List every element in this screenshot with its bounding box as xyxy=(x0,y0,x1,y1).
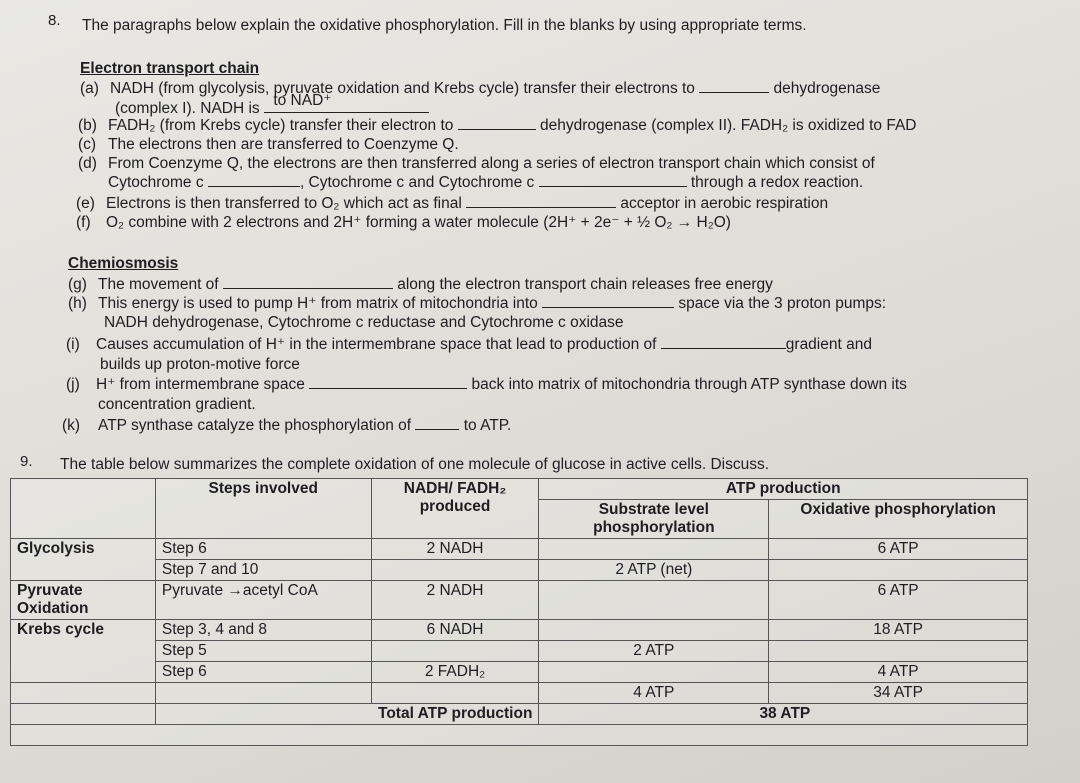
blank-i[interactable] xyxy=(661,336,786,349)
etc-heading: Electron transport chain xyxy=(80,60,260,77)
substrate-cell: 2 ATP xyxy=(539,641,769,662)
line-c: (c) The electrons then are transferred to Coenzyme Q. xyxy=(78,136,459,153)
line-b: (b) FADH₂ (from Krebs cycle) transfer their electron to dehydrogenase (complex II). FADH₂ is oxidized to FAD xyxy=(78,117,917,134)
oxidative-cell: 6 ATP xyxy=(769,539,1028,560)
oxidative-total: 34 ATP xyxy=(769,683,1028,704)
line-f: (f) O₂ combine with 2 electrons and 2H⁺ forming a water molecule (2H⁺ + 2e⁻ + ½ O₂ → H₂O) xyxy=(76,214,731,231)
substrate-cell: 2 ATP (net) xyxy=(539,560,769,581)
substrate-cell xyxy=(539,662,769,683)
stage-glycolysis: Glycolysis xyxy=(11,539,156,581)
blank-g[interactable] xyxy=(223,276,393,289)
subtotal-blank xyxy=(371,683,539,704)
table-row xyxy=(11,683,1028,704)
nadh-cell: 2 NADH xyxy=(371,539,539,560)
nadh-cell: 2 FADH₂ xyxy=(371,662,539,683)
oxidative-cell: 6 ATP xyxy=(769,581,1028,620)
line-i: (i) Causes accumulation of H⁺ in the intermembrane space that lead to production of gradient and xyxy=(66,336,872,353)
line-g: (g) The movement of along the electron transport chain releases free energy xyxy=(68,276,773,293)
table-row xyxy=(11,662,1028,683)
substrate-cell xyxy=(539,620,769,641)
table-row xyxy=(11,725,1028,746)
line-k: (k) ATP synthase catalyze the phosphorylation of to ATP. xyxy=(62,417,512,434)
total-value: 38 ATP xyxy=(539,704,1028,725)
chemiosmosis-heading: Chemiosmosis xyxy=(68,255,179,272)
line-d2: Cytochrome c , Cytochrome c and Cytochrome c through a redox reaction. xyxy=(108,174,864,191)
atp-summary-table xyxy=(10,478,1028,746)
stage-pyruvate-oxidation: Pyruvate Oxidation xyxy=(11,581,156,620)
step-cell: Step 7 and 10 xyxy=(155,560,371,581)
header-nadh: NADH/ FADH₂ produced xyxy=(371,479,539,539)
header-blank-cell xyxy=(11,479,156,539)
substrate-cell xyxy=(539,539,769,560)
step-cell: Step 5 xyxy=(155,641,371,662)
header-oxidative: Oxidative phosphorylation xyxy=(769,500,1028,539)
subtotal-blank xyxy=(11,683,156,704)
step-cell: Step 6 xyxy=(155,539,371,560)
nadh-cell xyxy=(371,560,539,581)
nadh-cell: 2 NADH xyxy=(371,581,539,620)
table-row xyxy=(11,581,1028,620)
blank-j[interactable] xyxy=(309,376,467,389)
table-row xyxy=(11,620,1028,641)
empty-row xyxy=(11,725,1028,746)
oxidative-cell: 18 ATP xyxy=(769,620,1028,641)
line-a1: (a) NADH (from glycolysis, pyruvate oxidation and Krebs cycle) transfer their electrons to dehydrogenase xyxy=(80,80,881,97)
step-cell: Pyruvate →acetyl CoA xyxy=(155,581,371,620)
table-row xyxy=(11,539,1028,560)
blank-a1[interactable] xyxy=(699,80,769,93)
blank-d1[interactable] xyxy=(208,174,300,187)
nadh-cell: 6 NADH xyxy=(371,620,539,641)
line-d: (d) From Coenzyme Q, the electrons are then transferred along a series of electron transport chain which consist of xyxy=(78,155,875,172)
oxidative-cell: 4 ATP xyxy=(769,662,1028,683)
table-row xyxy=(11,560,1028,581)
table-header-row xyxy=(11,479,1028,500)
table-total-row xyxy=(11,704,1028,725)
blank-b[interactable] xyxy=(458,117,536,130)
line-j2: concentration gradient. xyxy=(98,396,256,413)
substrate-total: 4 ATP xyxy=(539,683,769,704)
question-9-intro: The table below summarizes the complete oxidation of one molecule of glucose in active cells. Discuss. xyxy=(60,456,770,473)
line-j: (j) H⁺ from intermembrane space back into matrix of mitochondria through ATP synthase down its xyxy=(66,376,907,393)
total-label: Total ATP production xyxy=(155,704,539,725)
total-blank xyxy=(11,704,156,725)
blank-e[interactable] xyxy=(466,195,616,208)
header-atp: ATP production xyxy=(539,479,1028,500)
question-9-number: 9. xyxy=(20,453,33,470)
line-h: (h) This energy is used to pump H⁺ from matrix of mitochondria into space via the 3 proton pumps: xyxy=(68,295,887,312)
line-a2: (complex I). NADH is to NAD⁺ xyxy=(115,100,491,118)
substrate-cell xyxy=(539,581,769,620)
question-8-number: 8. xyxy=(48,12,61,29)
blank-d2[interactable] xyxy=(539,174,687,187)
blank-h[interactable] xyxy=(542,295,674,308)
stage-krebs: Krebs cycle xyxy=(11,620,156,683)
line-e: (e) Electrons is then transferred to O₂ which act as final acceptor in aerobic respiration xyxy=(76,195,829,212)
blank-k[interactable] xyxy=(415,417,459,430)
line-i2: builds up proton-motive force xyxy=(100,356,300,373)
subtotal-blank xyxy=(155,683,371,704)
header-steps: Steps involved xyxy=(155,479,371,539)
oxidative-cell xyxy=(769,641,1028,662)
step-cell: Step 3, 4 and 8 xyxy=(155,620,371,641)
nadh-cell xyxy=(371,641,539,662)
oxidative-cell xyxy=(769,560,1028,581)
step-cell: Step 6 xyxy=(155,662,371,683)
line-h2: NADH dehydrogenase, Cytochrome c reductase and Cytochrome c oxidase xyxy=(104,314,624,331)
question-8-intro: The paragraphs below explain the oxidative phosphorylation. Fill in the blanks by using appropriate terms. xyxy=(82,17,807,34)
table-row xyxy=(11,641,1028,662)
header-substrate: Substrate level phosphorylation xyxy=(539,500,769,539)
